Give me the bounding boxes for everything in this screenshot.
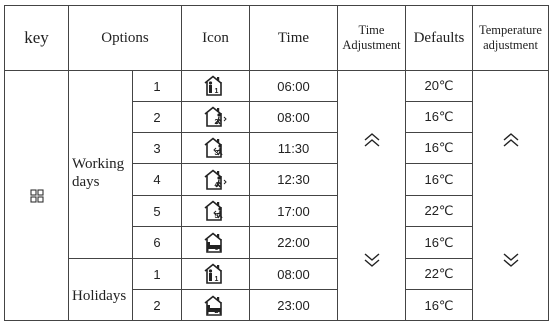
- header-key: key: [24, 28, 49, 47]
- header-time-adjustment-line1: Time: [358, 23, 385, 37]
- house-person-walking-4-icon: [182, 164, 249, 195]
- svg-text:1: 1: [214, 276, 218, 283]
- time-value: 12:30: [277, 172, 310, 187]
- header-time-adjustment: [338, 6, 405, 70]
- time-value: 11:30: [277, 140, 310, 156]
- double-chevron-up-icon: [363, 133, 381, 147]
- house-person-1-icon: [182, 71, 249, 101]
- time-value: 22:00: [277, 235, 310, 250]
- house-person-returning-5-icon: [182, 196, 249, 226]
- svg-text:4: 4: [214, 181, 218, 189]
- header-time: Time: [277, 29, 310, 46]
- header-options: Options: [101, 29, 149, 46]
- header-temperature-adjustment-line1: Temperature: [479, 23, 542, 37]
- schedule-table: [4, 5, 549, 321]
- time-value: 06:00: [277, 78, 310, 94]
- default-temperature: 16℃: [424, 171, 454, 187]
- svg-text:3: 3: [214, 150, 218, 157]
- option-number: 5: [153, 203, 161, 219]
- default-temperature: 22℃: [424, 266, 454, 281]
- svg-text:2: 2: [214, 307, 218, 315]
- group-holidays: Holidays: [72, 288, 127, 304]
- option-number: 2: [153, 109, 161, 125]
- house-person-walking-2-icon: [182, 102, 249, 132]
- house-bed-2-icon: [182, 290, 249, 321]
- default-temperature: 16℃: [424, 234, 454, 250]
- double-chevron-down-icon: [502, 253, 520, 267]
- option-number: 1: [153, 266, 161, 282]
- group-working-days-line2: days: [72, 174, 100, 190]
- double-chevron-up-icon: [502, 133, 520, 147]
- header-temperature-adjustment-line2: adjustment: [483, 38, 538, 52]
- menu-grid-icon: [5, 71, 68, 321]
- svg-text:2: 2: [214, 119, 218, 126]
- house-bed-6-icon: [182, 227, 249, 258]
- svg-text:1: 1: [214, 88, 218, 95]
- option-number: 6: [153, 235, 161, 250]
- temperature-up-button[interactable]: [473, 125, 548, 155]
- time-up-button[interactable]: [338, 125, 405, 155]
- group-working-days: [72, 155, 132, 197]
- header-icon: Icon: [202, 29, 229, 46]
- default-temperature: 16℃: [424, 297, 454, 313]
- default-temperature: 16℃: [424, 140, 454, 155]
- svg-text:6: 6: [214, 244, 218, 252]
- house-person-1-icon: [182, 259, 249, 289]
- default-temperature: 22℃: [424, 203, 454, 218]
- default-temperature: 20℃: [424, 78, 454, 93]
- time-down-button[interactable]: [338, 245, 405, 275]
- temperature-down-button[interactable]: [473, 245, 548, 275]
- house-person-returning-3-icon: [182, 133, 249, 163]
- header-temperature-adjustment: [473, 6, 548, 70]
- group-working-days-line1: Working: [72, 156, 125, 172]
- option-number: 3: [153, 140, 161, 156]
- default-temperature: 16℃: [424, 109, 454, 124]
- header-time-adjustment-line2: Adjustment: [342, 38, 401, 52]
- time-value: 23:00: [277, 298, 310, 313]
- svg-text:5: 5: [214, 213, 218, 220]
- time-value: 08:00: [277, 109, 310, 125]
- header-defaults: Defaults: [413, 29, 465, 46]
- option-number: 1: [153, 78, 161, 94]
- double-chevron-down-icon: [363, 253, 381, 267]
- option-number: 4: [153, 172, 161, 187]
- option-number: 2: [153, 298, 161, 313]
- time-value: 17:00: [277, 203, 310, 219]
- time-value: 08:00: [277, 266, 310, 282]
